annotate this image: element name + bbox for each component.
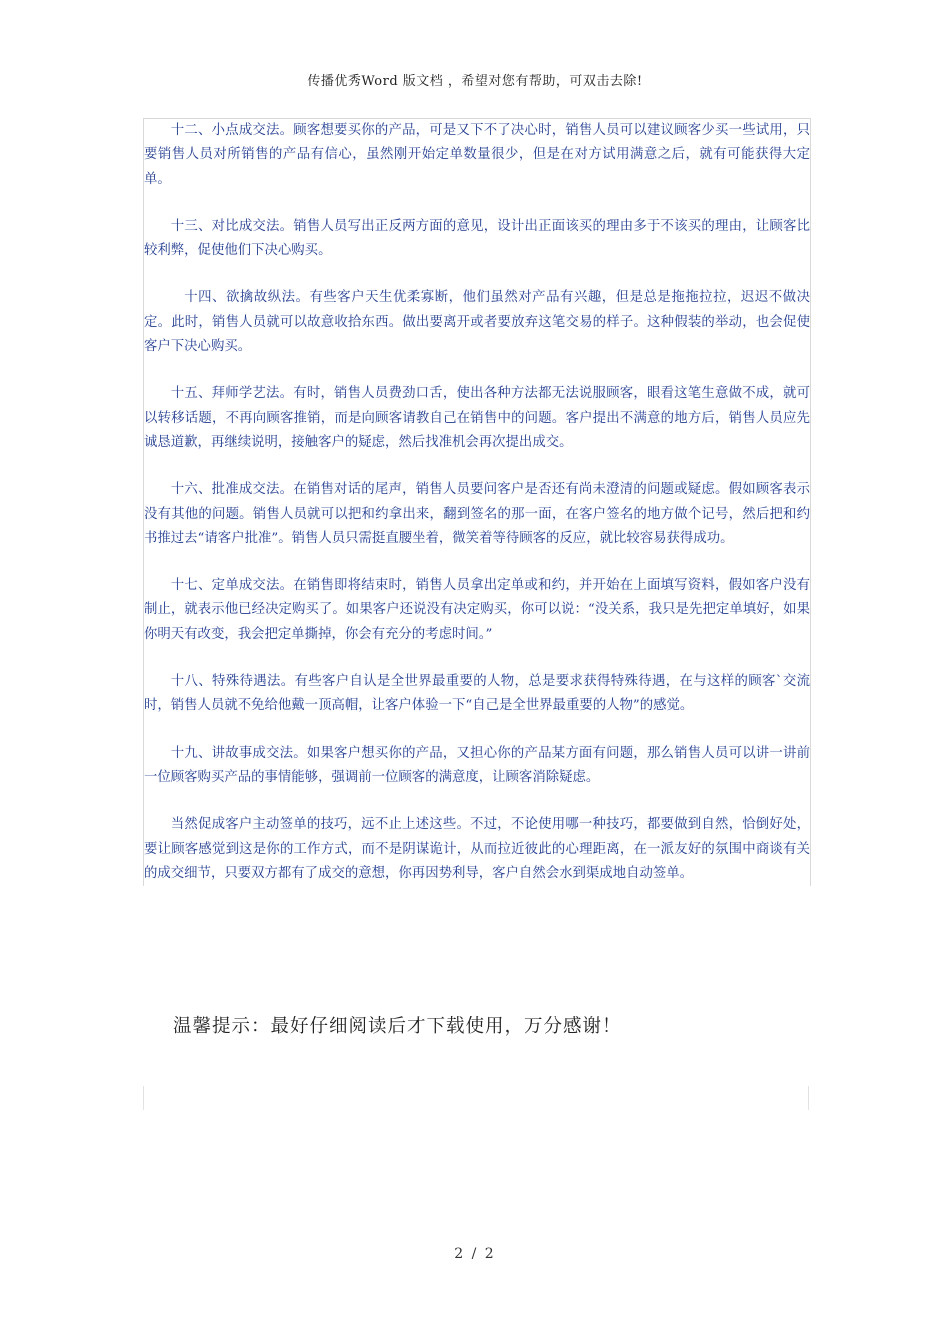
paragraph-15: 十五、拜师学艺法。有时，销售人员费劲口舌，使出各种方法都无法说服顾客，眼看这笔生意做不成，就可以转移话题，不再向顾客推销，而是向顾客请教自己在销售中的问题。客户提出不满意的地方后，销售人员应先诚恳道歉，再继续说明，接触客户的疑虑，然后找准机会再次提出成交。: [144, 386, 810, 450]
paragraph-14: 十四、欲擒故纵法。有些客户天生优柔寡断，他们虽然对产品有兴趣，但是总是拖拖拉拉，迟迟不做决定。此时，销售人员就可以故意收拾东西。做出要离开或者要放弃这笔交易的样子。这种假装的举动，也会促使客户下决心购买。: [144, 290, 810, 355]
paragraph-13: 十三、对比成交法。销售人员写出正反两方面的意见，设计出正面该买的理由多于不该买的理由，让顾客比较利弊，促使他们下决心购买。: [144, 218, 810, 259]
margin-line-left: [143, 1086, 144, 1110]
paragraph-12: 十二、小点成交法。顾客想要买你的产品，可是又下不了决心时，销售人员可以建议顾客少买一些试用，只要销售人员对所销售的产品有信心，虽然刚开始定单数量很少，但是在对方试用满意之后，就有可能获得大定单。: [144, 118, 810, 192]
download-tip: 温馨提示：最好仔细阅读后才下载使用，万分感谢！: [173, 1016, 622, 1037]
margin-line-right: [808, 1086, 809, 1110]
paragraph-17: 十七、定单成交法。在销售即将结束时，销售人员拿出定单或和约，并开始在上面填写资料，假如客户没有制止，就表示他已经决定购买了。如果客户还说没有决定购买，你可以说：“没关系，我只是先把定单填好，如果你明天有改变，我会把定单撕掉，你会有充分的考虑时间。”: [144, 578, 810, 642]
page-header: 传播优秀Word 版文档 ，希望对您有帮助，可双击去除!: [307, 74, 643, 89]
paragraph-19: 十九、讲故事成交法。如果客户想买你的产品，又担心你的产品某方面有问题，那么销售人员可以讲一讲前一位顾客购买产品的事情能够，强调前一位顾客的满意度，让顾客消除疑虑。: [144, 745, 810, 785]
paragraph-conclusion: 当然促成客户主动签单的技巧，远不止上述这些。不过，不论使用哪一种技巧，都要做到自然，恰倒好处，要让顾客感觉到这是你的工作方式，而不是阴谋诡计，从而拉近彼此的心理距离，在一派友好的氛围中商谈有关的成交细节，只要双方都有了成交的意想，你再因势利导，客户自然会水到渠成地自动签单。: [144, 817, 810, 881]
paragraph-18: 十八、特殊待遇法。有些客户自认是全世界最重要的人物，总是要求获得特殊待遇，在与这样的顾客`交流时，销售人员就不免给他戴一顶高帽，让客户体验一下“自己是全世界最重要的人物”的感觉。: [144, 674, 810, 714]
page-number: 2 / 2: [454, 1246, 496, 1262]
paragraph-16: 十六、批准成交法。在销售对话的尾声，销售人员要问客户是否还有尚未澄清的问题或疑虑。假如顾客表示没有其他的问题。销售人员就可以把和约拿出来，翻到签名的那一面，在客户签名的地方做个记号，然后把和约书推过去“请客户批准”。销售人员只需挺直腰坐着，微笑着等待顾客的反应，就比较容易获得成功。: [144, 482, 810, 546]
document-body: [143, 118, 811, 886]
